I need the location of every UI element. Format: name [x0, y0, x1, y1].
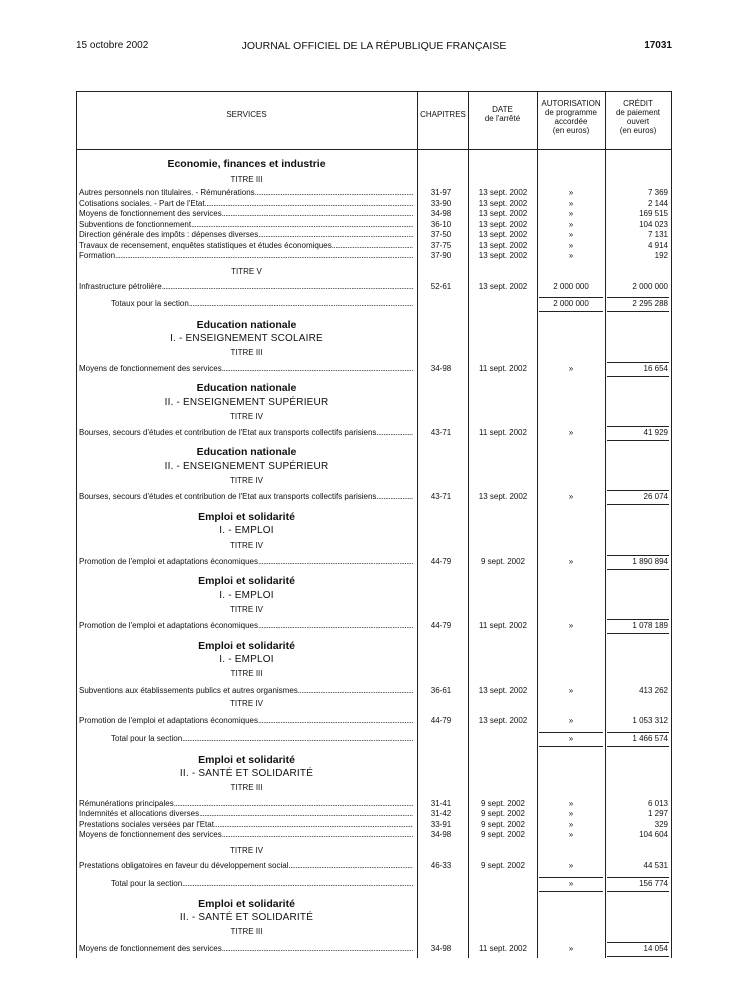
row-credit: 1 078 189 [632, 621, 668, 630]
row-label: Total pour la section ..... [111, 878, 413, 889]
section-heading: II. - ENSEIGNEMENT SUPÉRIEUR [164, 397, 329, 408]
ministry-heading: Emploi et solidarité [198, 511, 295, 523]
table-row [76, 229, 672, 240]
row-label: Promotion de l'emploi et adaptations économiques ..... [79, 556, 413, 567]
titre-heading: TITRE V [231, 267, 262, 276]
row-autorisation: » [568, 734, 574, 743]
row-chapitre: 36-10 [430, 220, 452, 229]
table-row [76, 685, 672, 696]
titre-heading: TITRE III [230, 348, 263, 357]
row-label: Infrastructure pétrolière ..... [79, 281, 413, 292]
section-heading: II. - ENSEIGNEMENT SUPÉRIEUR [164, 461, 329, 472]
titre-heading: TITRE IV [230, 699, 263, 708]
row-autorisation: » [568, 716, 574, 725]
row-label: Promotion de l'emploi et adaptations économiques ..... [79, 715, 413, 726]
titre-heading: TITRE III [230, 927, 263, 936]
section-heading: I. - EMPLOI [219, 590, 274, 601]
journal-title: JOURNAL OFFICIEL DE LA RÉPUBLIQUE FRANÇAISE [241, 40, 507, 52]
table-row [76, 556, 672, 567]
row-autorisation: » [568, 199, 574, 208]
row-label: Formation ..... [79, 250, 413, 261]
row-date: 11 sept. 2002 [479, 428, 527, 437]
table-row [76, 427, 672, 438]
row-label: Moyens de fonctionnement des services ..... [79, 829, 413, 840]
row-credit: 1 466 574 [632, 734, 668, 743]
row-label: Indemnités et allocations diverses ..... [79, 808, 413, 819]
row-chapitre: 34-98 [430, 944, 452, 953]
titre-heading: TITRE IV [230, 541, 263, 550]
titre-heading: TITRE IV [230, 846, 263, 855]
section-heading: I. - EMPLOI [219, 525, 274, 536]
row-date: 9 sept. 2002 [480, 861, 526, 870]
row-chapitre: 44-79 [430, 621, 452, 630]
row-credit: 41 929 [643, 428, 668, 437]
total-rule [607, 877, 669, 892]
credit-rule [607, 619, 669, 634]
row-credit: 413 262 [639, 686, 668, 695]
row-autorisation: » [568, 820, 574, 829]
row-date: 9 sept. 2002 [480, 557, 526, 566]
row-credit: 104 023 [639, 220, 668, 229]
row-label: Promotion de l'emploi et adaptations économiques ..... [79, 620, 413, 631]
row-autorisation: 2 000 000 [553, 299, 589, 308]
col-header-date-line: DATE [492, 105, 513, 114]
total-rule [539, 297, 603, 312]
row-autorisation: » [568, 830, 574, 839]
row-autorisation: » [568, 251, 574, 260]
row-label: Bourses, secours d'études et contribution de l'Etat aux transports collectifs parisiens ..... [79, 491, 413, 502]
row-credit: 7 369 [647, 188, 668, 197]
row-autorisation: » [568, 230, 574, 239]
col-header-autorisation-line: accordée [554, 117, 588, 126]
row-chapitre: 37-50 [430, 230, 452, 239]
col-header-credit-line: CRÉDIT [623, 99, 653, 108]
row-date: 13 sept. 2002 [478, 282, 528, 291]
row-label: Bourses, secours d'études et contribution de l'Etat aux transports collectifs parisiens ..... [79, 427, 413, 438]
row-autorisation: » [568, 241, 574, 250]
total-rule [539, 877, 603, 892]
row-credit: 104 604 [639, 830, 668, 839]
row-credit: 7 131 [647, 230, 668, 239]
row-autorisation: 2 000 000 [553, 282, 589, 291]
row-date: 13 sept. 2002 [478, 230, 528, 239]
table-row [76, 620, 672, 631]
titre-heading: TITRE III [230, 175, 263, 184]
row-credit: 16 654 [643, 364, 668, 373]
row-credit: 14 054 [643, 944, 668, 953]
row-date: 13 sept. 2002 [478, 716, 528, 725]
row-chapitre: 31-42 [430, 809, 452, 818]
ministry-heading: Emploi et solidarité [198, 640, 295, 652]
section-heading: II. - SANTÉ ET SOLIDARITÉ [179, 912, 314, 923]
credit-rule [607, 490, 669, 505]
table-row [76, 363, 672, 374]
row-autorisation: » [568, 879, 574, 888]
table-row [76, 187, 672, 198]
row-autorisation: » [568, 492, 574, 501]
decree-table [76, 91, 672, 958]
row-credit: 192 [654, 251, 668, 260]
col-header-credit-line: de paiement [615, 108, 661, 117]
row-chapitre: 36-61 [430, 686, 452, 695]
row-autorisation: » [568, 188, 574, 197]
row-date: 11 sept. 2002 [479, 364, 527, 373]
table-row [76, 829, 672, 840]
row-chapitre: 44-79 [430, 557, 452, 566]
row-chapitre: 37-90 [430, 251, 452, 260]
row-label: Autres personnels non titulaires. - Rémunérations ..... [79, 187, 413, 198]
row-chapitre: 44-79 [430, 716, 452, 725]
row-date: 13 sept. 2002 [478, 492, 528, 501]
row-autorisation: » [568, 557, 574, 566]
row-chapitre: 37-75 [430, 241, 452, 250]
row-credit: 2 295 288 [632, 299, 668, 308]
table-row [76, 250, 672, 261]
row-label: Direction générale des impôts : dépenses diverses ..... [79, 229, 413, 240]
row-autorisation: » [568, 861, 574, 870]
row-autorisation: » [568, 944, 574, 953]
row-autorisation: » [568, 220, 574, 229]
ministry-heading: Education nationale [196, 446, 297, 458]
row-label: Subventions aux établissements publics et autres organismes ..... [79, 685, 413, 696]
col-header-services: SERVICES [226, 110, 267, 119]
row-date: 13 sept. 2002 [478, 209, 528, 218]
row-date: 11 sept. 2002 [479, 944, 527, 953]
row-credit: 2 000 000 [632, 282, 668, 291]
row-chapitre: 33-90 [430, 199, 452, 208]
titre-heading: TITRE IV [230, 476, 263, 485]
row-label: Moyens de fonctionnement des services ..... [79, 943, 413, 954]
row-chapitre: 46-33 [430, 861, 452, 870]
table-row [76, 943, 672, 954]
credit-rule [607, 362, 669, 377]
section-heading: I. - EMPLOI [219, 654, 274, 665]
row-autorisation: » [568, 799, 574, 808]
row-label: Total pour la section ..... [111, 733, 413, 744]
section-heading: II. - SANTÉ ET SOLIDARITÉ [179, 768, 314, 779]
row-chapitre: 31-41 [430, 799, 452, 808]
col-header-autorisation-line: AUTORISATION [541, 99, 601, 108]
row-chapitre: 43-71 [430, 492, 452, 501]
row-date: 11 sept. 2002 [479, 621, 527, 630]
row-label: Rémunérations principales ..... [79, 798, 413, 809]
section-heading: I. - ENSEIGNEMENT SCOLAIRE [170, 333, 323, 344]
row-autorisation: » [568, 364, 574, 373]
page-number: 17031 [644, 40, 672, 51]
row-chapitre: 33-91 [430, 820, 452, 829]
col-header-autorisation-line: (en euros) [552, 126, 590, 135]
row-autorisation: » [568, 209, 574, 218]
ministry-heading: Education nationale [196, 319, 297, 331]
row-label: Prestations sociales versées par l'Etat ..... [79, 819, 413, 830]
row-autorisation: » [568, 809, 574, 818]
row-date: 13 sept. 2002 [478, 199, 528, 208]
col-header-autorisation [537, 99, 605, 135]
row-chapitre: 34-98 [430, 830, 452, 839]
ministry-heading: Emploi et solidarité [198, 754, 295, 766]
credit-rule [607, 555, 669, 570]
row-label: Subventions de fonctionnement ..... [79, 219, 413, 230]
row-chapitre: 34-98 [430, 364, 452, 373]
col-header-date [468, 105, 537, 123]
table-row [76, 715, 672, 726]
ministry-heading: Emploi et solidarité [198, 898, 295, 910]
row-chapitre: 31-97 [430, 188, 452, 197]
titre-heading: TITRE IV [230, 412, 263, 421]
table-row [76, 491, 672, 502]
row-credit: 156 774 [639, 879, 668, 888]
total-rule [607, 297, 669, 312]
credit-rule [607, 942, 669, 957]
row-date: 9 sept. 2002 [480, 799, 526, 808]
row-chapitre: 34-98 [430, 209, 452, 218]
titre-heading: TITRE IV [230, 605, 263, 614]
header-date: 15 octobre 2002 [76, 40, 149, 51]
row-credit: 26 074 [643, 492, 668, 501]
row-label: Moyens de fonctionnement des services ..... [79, 363, 413, 374]
col-header-date-line: de l'arrêté [484, 114, 521, 123]
row-date: 9 sept. 2002 [480, 830, 526, 839]
row-credit: 1 053 312 [632, 716, 668, 725]
row-label: Totaux pour la section ..... [111, 298, 413, 309]
titre-heading: TITRE III [230, 783, 263, 792]
row-chapitre: 52-61 [430, 282, 452, 291]
row-label: Cotisations sociales. - Part de l'Etat ..... [79, 198, 413, 209]
table-row [76, 808, 672, 819]
row-label: Prestations obligatoires en faveur du développement social ..... [79, 860, 413, 871]
table-row [76, 281, 672, 292]
row-credit: 169 515 [639, 209, 668, 218]
row-credit: 6 013 [647, 799, 668, 808]
credit-rule [607, 426, 669, 441]
total-rule [539, 732, 603, 747]
row-date: 9 sept. 2002 [480, 820, 526, 829]
ministry-heading: Emploi et solidarité [198, 575, 295, 587]
row-credit: 44 531 [643, 861, 668, 870]
col-header-credit-line: (en euros) [619, 126, 657, 135]
row-date: 9 sept. 2002 [480, 809, 526, 818]
row-autorisation: » [568, 686, 574, 695]
row-credit: 4 914 [647, 241, 668, 250]
col-header-autorisation-line: de programme [544, 108, 598, 117]
col-header-chapitres: CHAPITRES [420, 110, 466, 119]
row-credit: 329 [654, 820, 668, 829]
col-header-credit [605, 99, 671, 135]
col-header-credit-line: ouvert [626, 117, 650, 126]
titre-heading: TITRE III [230, 669, 263, 678]
total-rule [607, 732, 669, 747]
ministry-heading: Economie, finances et industrie [167, 158, 326, 170]
row-date: 13 sept. 2002 [478, 241, 528, 250]
row-date: 13 sept. 2002 [478, 188, 528, 197]
row-credit: 1 297 [647, 809, 668, 818]
row-credit: 1 890 894 [632, 557, 668, 566]
ministry-heading: Education nationale [196, 382, 297, 394]
row-autorisation: » [568, 428, 574, 437]
row-date: 13 sept. 2002 [478, 686, 528, 695]
row-credit: 2 144 [647, 199, 668, 208]
header-rule [76, 149, 672, 150]
row-autorisation: » [568, 621, 574, 630]
row-label: Moyens de fonctionnement des services ..... [79, 208, 413, 219]
row-chapitre: 43-71 [430, 428, 452, 437]
table-row [76, 208, 672, 219]
row-date: 13 sept. 2002 [478, 220, 528, 229]
row-label: Travaux de recensement, enquêtes statistiques et études économiques ..... [79, 240, 413, 251]
row-date: 13 sept. 2002 [478, 251, 528, 260]
table-row [76, 860, 672, 871]
